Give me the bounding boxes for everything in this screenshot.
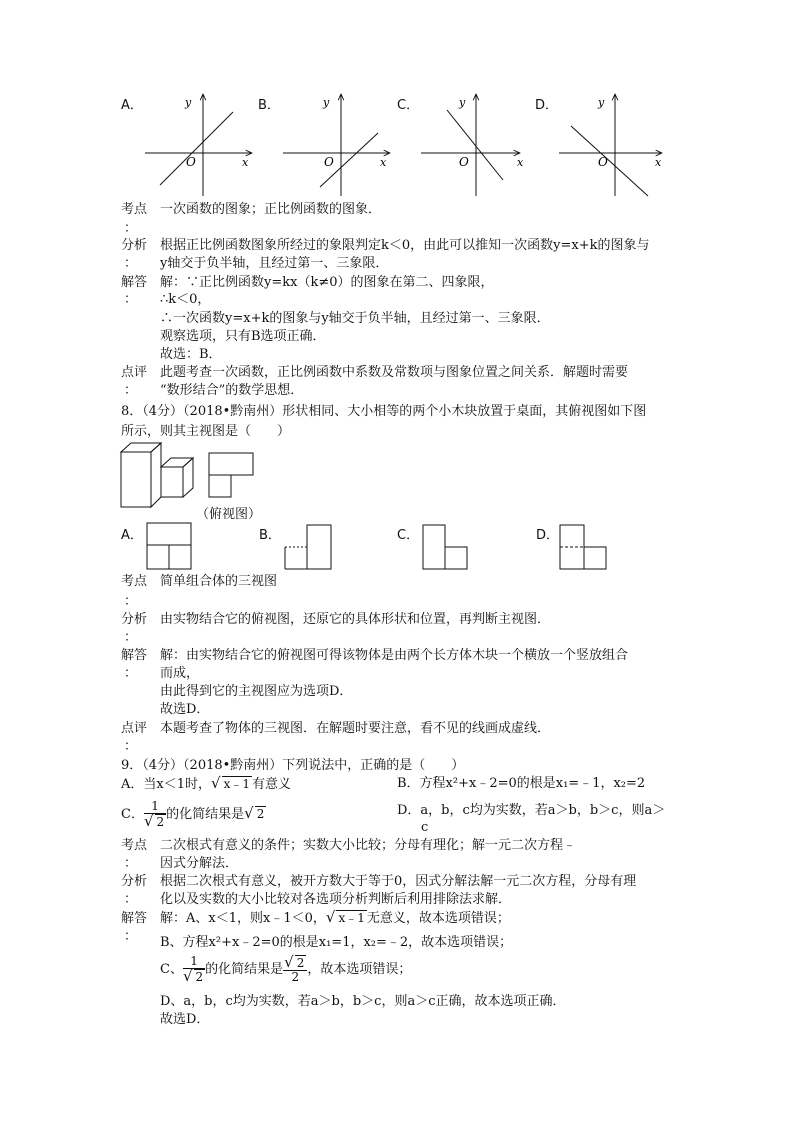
q9-option-d-cont: c — [421, 820, 429, 835]
jieda-line-d: D、a，b，c均为实数，若a＞b，b＞c，则a＞c正确，故本选项正确． — [160, 994, 566, 1009]
radicand: 2 — [296, 956, 305, 970]
radicand: x﹣1 — [223, 777, 250, 791]
jieda-line: ∴k＜0， — [160, 292, 211, 307]
x-axis-label: x — [380, 156, 387, 169]
jieda-c-text: 的化简结果是 — [205, 962, 284, 977]
label-colon: ： — [124, 929, 138, 944]
q8-stem: 所示，则其主视图是（ ） — [121, 424, 291, 439]
denominator: √ 2 — [143, 812, 165, 830]
q8-option-b-label: B． — [259, 528, 281, 543]
numerator: √ 2 — [283, 955, 307, 971]
fenxi-line: 根据正比例函数图象所经过的象限判定k＜0，由此可以推知一次函数y=x+k的图象与 — [160, 238, 650, 253]
q9-option-d: D．a，b，c均为实数，若a＞b，b＞c，则a＞ — [397, 803, 666, 818]
q8-option-d-figure — [560, 525, 606, 569]
jieda-line: 由此得到它的主视图应为选项D． — [160, 684, 353, 699]
q7-graph-b — [283, 94, 390, 196]
jieda-line: ∴一次函数y=x+k的图象与y轴交于负半轴，且经过第一、三象限． — [160, 311, 550, 326]
q7-option-d-label: D． — [535, 98, 559, 113]
label-colon: ： — [124, 856, 138, 871]
jieda-label: 解答 — [121, 648, 148, 663]
kaodian-label: 考点 — [121, 574, 148, 589]
q7-graphs-svg — [0, 0, 794, 210]
q8-solid-blocks — [121, 443, 193, 507]
q8-options-svg — [140, 520, 620, 576]
jieda-line-end: 故选D． — [160, 1012, 210, 1027]
origin-label: O — [598, 155, 608, 169]
dianping-label: 点评 — [121, 365, 148, 380]
origin-label: O — [324, 155, 334, 169]
q7-line-c — [447, 110, 503, 180]
fenxi-label: 分析 — [121, 238, 148, 253]
y-axis-label: y — [459, 96, 466, 109]
fenxi-line: 化以及实数的大小比较对各选项分析判断后利用排除法求解． — [160, 892, 512, 907]
label-colon: ： — [124, 221, 138, 236]
radical-sign: √ — [244, 804, 254, 822]
kaodian-line: 二次根式有意义的条件；实数大小比较；分母有理化；解一元二次方程﹣ — [160, 838, 577, 853]
label-colon: ： — [124, 892, 138, 907]
jieda-line: 故选：B． — [160, 347, 222, 362]
jieda-line: 解：由实物结合它的俯视图可得该物体是由两个长方体木块一个横放一个竖放组合 — [160, 648, 629, 663]
label-colon: ： — [124, 256, 138, 271]
jieda-line: 解：∵正比例函数y=kx（k≠0）的图象在第二、四象限， — [160, 275, 494, 290]
kaodian-label: 考点 — [121, 202, 148, 217]
x-axis-label: x — [242, 156, 249, 169]
q7-graph-a — [145, 94, 252, 196]
y-axis-label: y — [323, 96, 330, 109]
dianping-label: 点评 — [121, 721, 148, 736]
q7-option-b-label: B． — [258, 98, 280, 113]
q8-option-b-figure — [285, 525, 331, 569]
label-colon: ： — [124, 739, 138, 754]
numerator: 1 — [144, 800, 166, 814]
kaodian-label: 考点 — [121, 838, 148, 853]
top-view-caption: （俯视图） — [196, 507, 262, 522]
jieda-line: 而成， — [160, 666, 200, 681]
denominator: √ 2 — [182, 967, 204, 985]
fenxi-text: 由实物结合它的俯视图，还原它的具体形状和位置，再判断主视图． — [160, 612, 551, 627]
q8-option-d-label: D． — [536, 528, 560, 543]
q8-option-c-figure — [423, 525, 467, 569]
option-a-text: A．当x＜1时， — [121, 777, 211, 792]
q9-option-b: B．方程x²+x﹣2=0的根是x₁=﹣1，x₂=2 — [397, 776, 646, 791]
q7-option-c-label: C． — [397, 98, 420, 113]
q9-stem: 9．（4分）（2018•黔南州）下列说法中，正确的是（ ） — [121, 758, 465, 773]
q8-option-a-label: A． — [121, 528, 143, 543]
q7-graph-c — [421, 94, 524, 196]
radicand: x﹣1 — [338, 911, 365, 925]
fenxi-label: 分析 — [121, 612, 148, 627]
kaodian-line: 因式分解法． — [160, 856, 239, 871]
jieda-line-c — [160, 955, 411, 984]
radicand: 2 — [256, 807, 265, 821]
q8-figure-svg — [115, 440, 275, 510]
q9-option-c — [121, 800, 266, 829]
option-a-text-end: 有意义 — [251, 777, 291, 792]
jieda-a-text: 解：A、x＜1，则x﹣1＜0， — [160, 911, 326, 926]
q8-top-view — [209, 453, 253, 497]
origin-label: O — [186, 155, 196, 169]
radical-sign: √ — [211, 774, 221, 792]
radicand: 2 — [195, 970, 204, 984]
option-c-text: 的化简结果是 — [166, 807, 245, 822]
jieda-line-a — [160, 909, 510, 927]
y-axis-label: y — [185, 96, 192, 109]
jieda-line: 故选D． — [160, 702, 210, 717]
q7-line-a — [160, 112, 233, 185]
radical-sign: √ — [325, 908, 336, 926]
q8-option-c-label: C． — [397, 528, 420, 543]
jieda-line-b: B、方程x²+x﹣2=0的根是x₁=1，x₂=﹣2，故本选项错误； — [160, 935, 513, 950]
x-axis-label: x — [517, 156, 524, 169]
kaodian-text: 简单组合体的三视图 — [160, 574, 278, 589]
q9-option-a — [121, 775, 291, 793]
q8-option-a-figure — [147, 523, 191, 569]
label-colon: ： — [124, 594, 138, 609]
jieda-c-label: C、 — [160, 962, 183, 977]
fenxi-line: 根据二次根式有意义，被开方数大于等于0，因式分解法解一元二次方程，分母有理 — [160, 874, 637, 889]
y-axis-label: y — [598, 96, 605, 109]
origin-label: O — [459, 155, 469, 169]
dianping-text: 本题考查了物体的三视图．在解题时要注意，看不见的线画成虚线． — [160, 721, 551, 736]
q7-option-a-label: A． — [121, 98, 143, 113]
fraction — [183, 955, 205, 984]
fraction-result — [283, 955, 307, 984]
label-colon: ： — [124, 630, 138, 645]
option-c-label: C． — [121, 807, 144, 822]
q8-stem: 8．（4分）（2018•黔南州）形状相同、大小相等的两个小木块放置于桌面，其俯视图如下图 — [121, 404, 647, 419]
fraction — [144, 800, 166, 829]
dianping-line: 此题考查一次函数，正比例函数中系数及常数项与图象位置之间关系．解题时需要 — [160, 365, 629, 380]
q7-graph-d — [559, 94, 662, 196]
x-axis-label: x — [655, 156, 662, 169]
jieda-c-text-end: ，故本选项错误； — [307, 962, 412, 977]
numerator: 1 — [183, 955, 205, 969]
fenxi-label: 分析 — [121, 874, 148, 889]
kaodian-text: 一次函数的图象；正比例函数的图象． — [160, 202, 382, 217]
jieda-label: 解答 — [121, 911, 148, 926]
label-colon: ： — [124, 292, 138, 307]
q7-line-d — [571, 126, 648, 196]
denominator: 2 — [291, 970, 300, 984]
jieda-label: 解答 — [121, 275, 148, 290]
radicand: 2 — [156, 815, 165, 829]
fenxi-line: y轴交于负半轴，且经过第一、三象限． — [160, 256, 389, 271]
label-colon: ： — [124, 383, 138, 398]
label-colon: ： — [124, 666, 138, 681]
jieda-line: 观察选项，只有B选项正确． — [160, 329, 326, 344]
jieda-a-text-end: 无意义，故本选项错误； — [366, 911, 510, 926]
dianping-line: “数形结合”的数学思想． — [160, 383, 304, 398]
